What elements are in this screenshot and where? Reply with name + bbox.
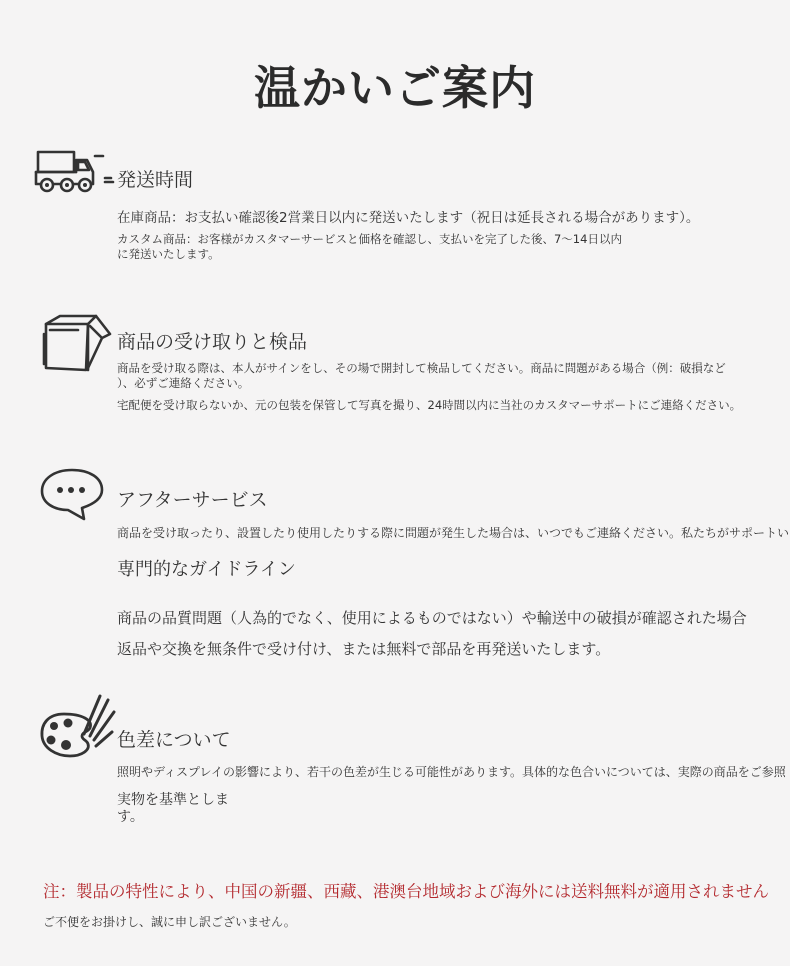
shipping-stock-text: 在庫商品：お支払い確認後2営業日以内に発送いたします（祝日は延長される場合があります）。 bbox=[117, 210, 700, 226]
apology-text: ご不便をお掛けし、誠に申し訳ございません。 bbox=[43, 915, 296, 929]
color-diff-text-2b: す。 bbox=[117, 809, 144, 825]
truck-icon bbox=[33, 148, 115, 196]
open-box-icon bbox=[40, 312, 116, 376]
palette-icon bbox=[38, 690, 118, 760]
guideline-text-2: 返品や交換を無条件で受け付け、または無料で部品を再発送いたします。 bbox=[117, 640, 611, 658]
color-diff-heading: 色差について bbox=[117, 729, 231, 751]
after-service-heading: アフターサービス bbox=[117, 489, 268, 511]
receipt-text-1b: ）、必ずご連絡ください。 bbox=[117, 376, 250, 390]
receipt-heading: 商品の受け取りと検品 bbox=[117, 331, 308, 353]
chat-bubble-icon bbox=[38, 466, 106, 522]
page-title: 温かいご案内 bbox=[254, 61, 536, 115]
guideline-text-1: 商品の品質問題（人為的でなく、使用によるものではない）や輸送中の破損が確認された場合 bbox=[117, 609, 747, 627]
shipping-heading: 発送時間 bbox=[117, 169, 194, 191]
guideline-heading: 専門的なガイドライン bbox=[117, 559, 296, 580]
receipt-text-1a: 商品を受け取る際は、本人がサインをし、その場で開封して検品してください。商品に問題がある場合（例：破損など bbox=[117, 361, 726, 375]
shipping-custom-text-2: に発送いたします。 bbox=[117, 247, 220, 261]
shipping-exclusion-note: 注：製品の特性により、中国の新疆、西藏、港澳台地域および海外には送料無料が適用されません bbox=[43, 882, 769, 901]
receipt-text-2: 宅配便を受け取らないか、元の包装を保管して写真を撮り、24時間以内に当社のカスタマーサポートにご連絡ください。 bbox=[117, 398, 742, 412]
color-diff-text-2a: 実物を基準としま bbox=[117, 792, 229, 808]
color-diff-text-1: 照明やディスプレイの影響により、若干の色差が生じる可能性があります。具体的な色合いについては、実際の商品をご参照 bbox=[117, 765, 786, 779]
shipping-custom-text-1: カスタム商品：お客様がカスタマーサービスと価格を確認し、支払いを完了した後、7〜14日以内 bbox=[117, 232, 622, 246]
after-service-text: 商品を受け取ったり、設置したり使用したりする際に問題が発生した場合は、いつでもご連絡ください。私たちがサポートい bbox=[117, 526, 790, 540]
